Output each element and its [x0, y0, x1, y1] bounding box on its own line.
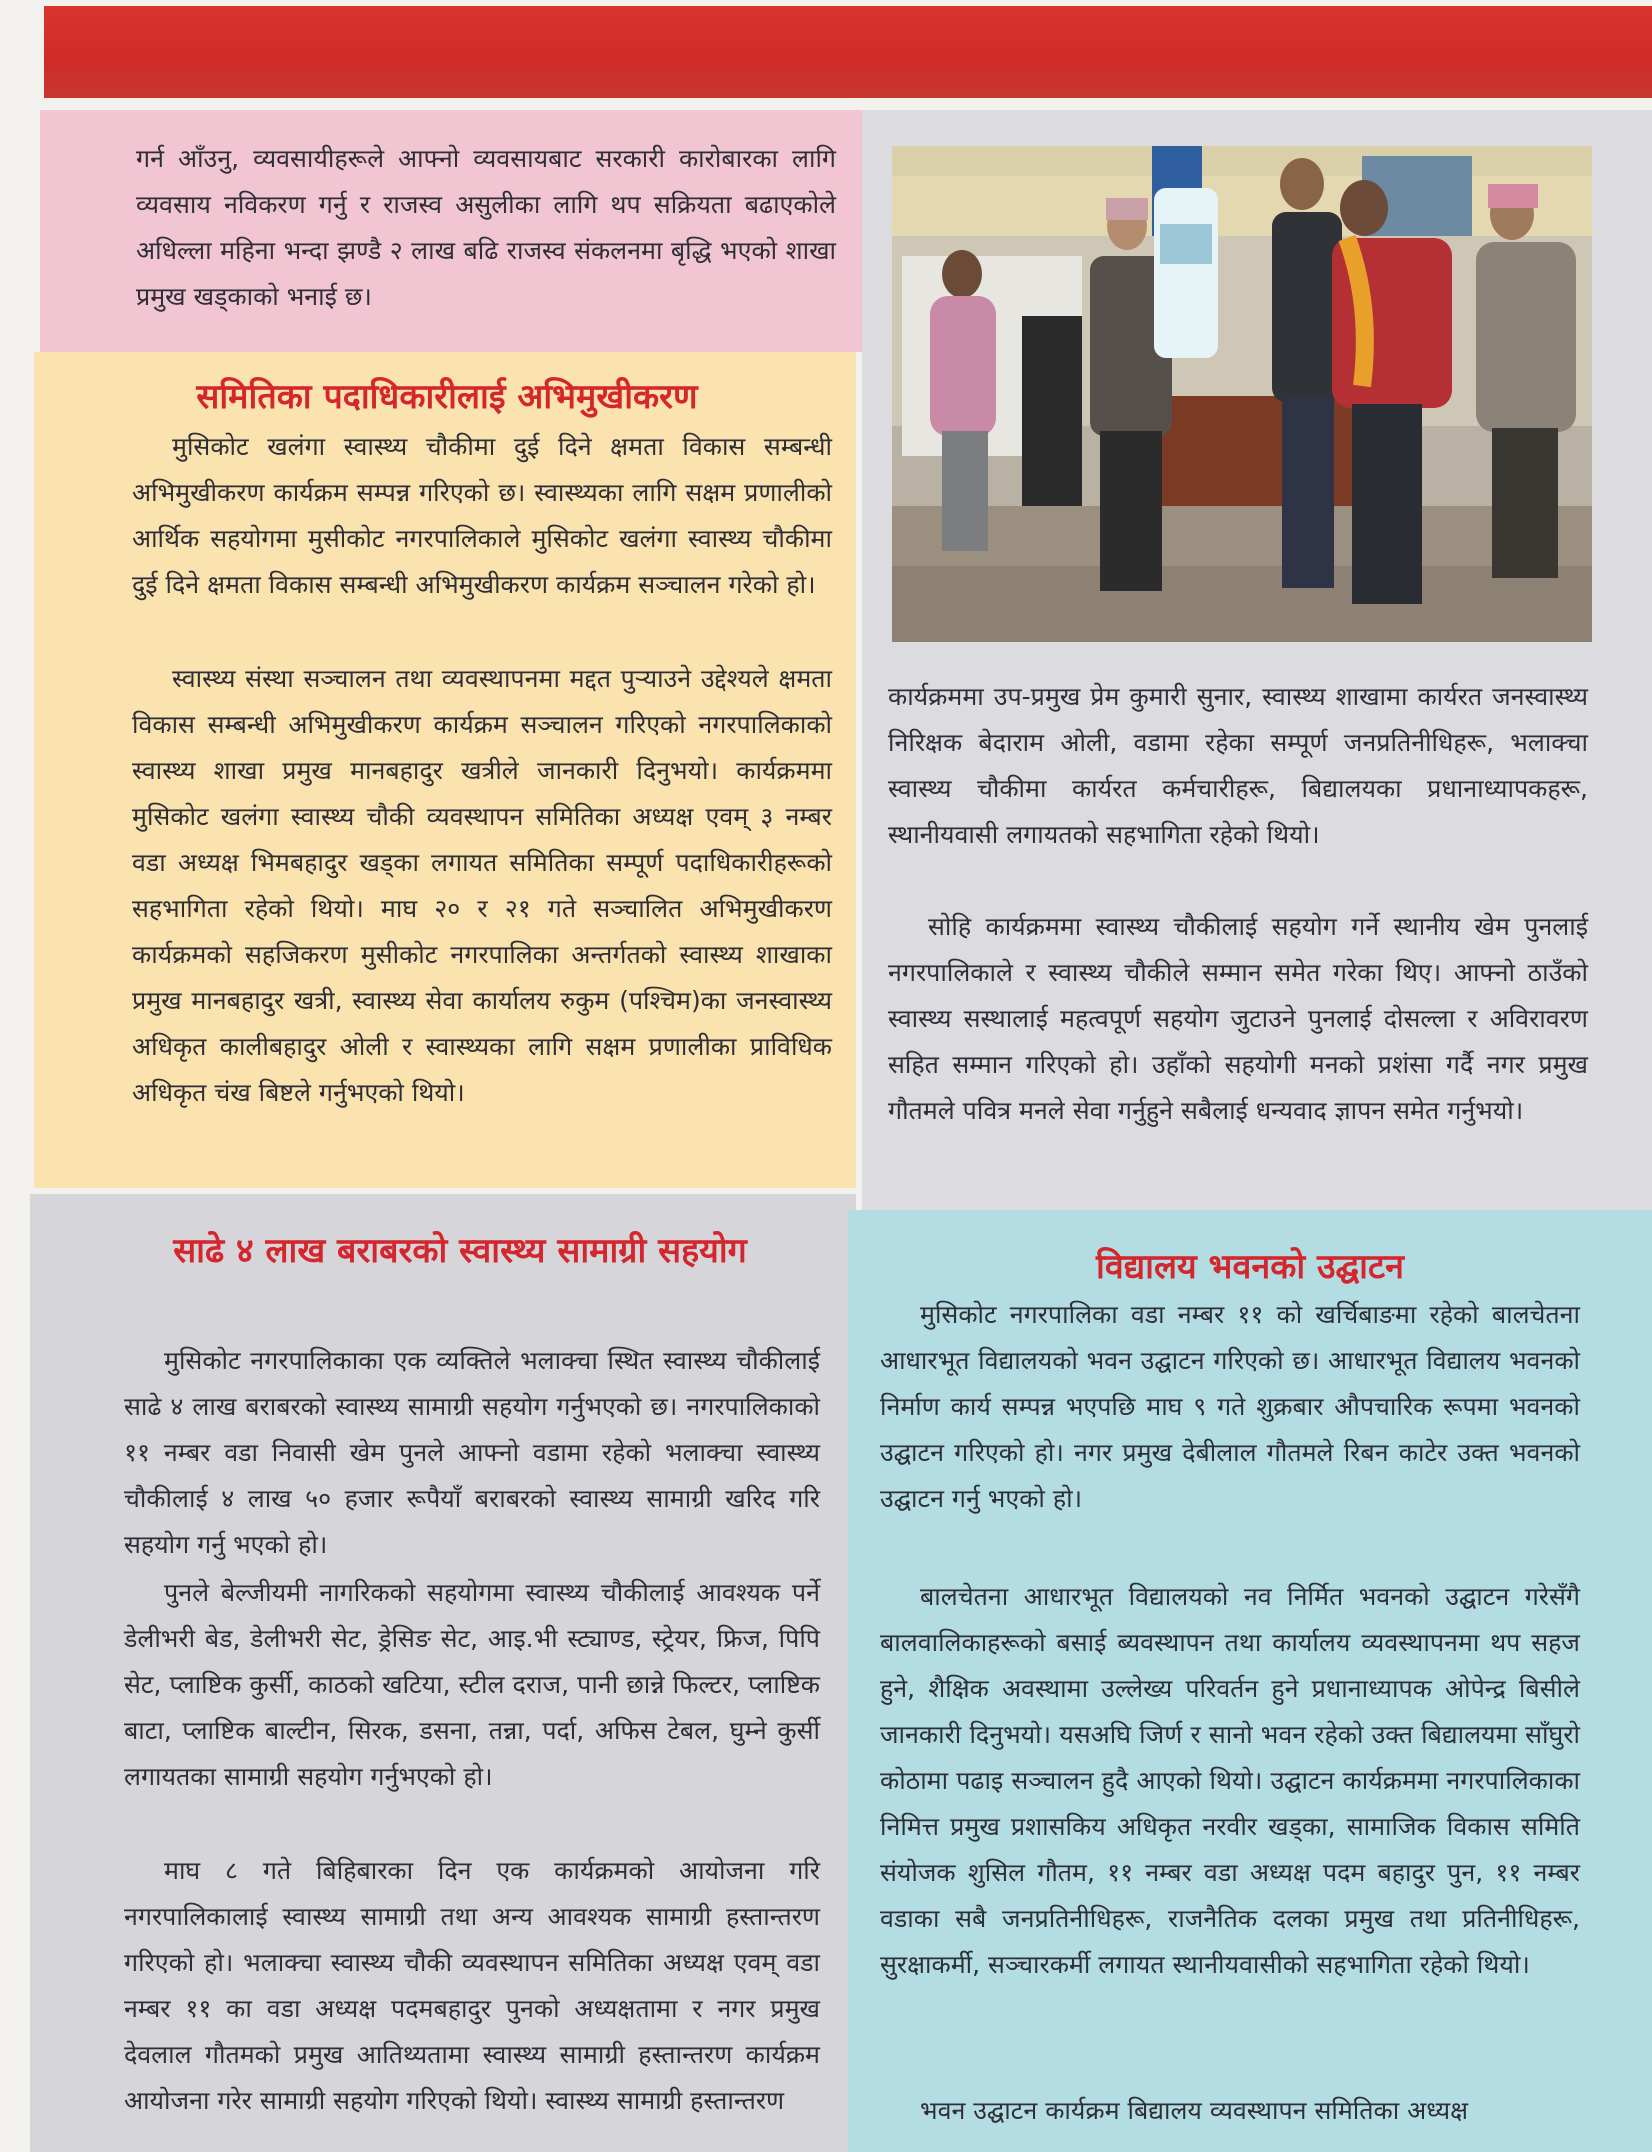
school-paragraph-2: बालचेतना आधारभूत विद्यालयको नव निर्मित भवनको उद्घाटन गरेसँगै बालवालिकाहरूको बसाई ब्यवस्थापन तथा कार्यालय व्यवस्थापनमा थप सहज हुने, शैक्षिक अवस्थामा उल्लेख्य परिवर्तन हुने प्रधानाध्यापक ओपेन्द्र बिसीले जानकारी दिनुभयो। यसअघि जिर्ण र सानो भवन रहेको उक्त बिद्यालयमा साँघुरो कोठामा पढाइ सञ्चालन हुदै आएको थियो। उद्घाटन कार्यक्रममा नगरपालिकाका निमित्त प्रमुख प्रशासकिय अधिकृत नरवीर खड्का, सामाजिक विकास समिति संयोजक शुसिल गौतम, ११ नम्बर वडा अध्यक्ष पदम बहादुर पुन, ११ नम्बर वडाका सबै जनप्रतिनीधिहरू, राजनैतिक दलका प्रमुख तथा प्रतिनीधिहरू, सुरक्षाकर्मी, सञ्चारकर्मी लगायत स्थानीयवासीको सहभागिता रहेको थियो।	[880, 1582, 1580, 1979]
school-paragraph-3: भवन उद्घाटन कार्यक्रम बिद्यालय व्यवस्थापन समितिका अध्यक्ष	[920, 2096, 1469, 2125]
orientation-title: समितिका पदाधिकारीलाई अभिमुखीकरण	[196, 377, 698, 417]
pink-block-text: गर्न आँउनु, व्यवसायीहरूले आफ्नो व्यवसायबाट सरकारी कारोबारका लागि व्यवसाय नविकरण गर्नु र राजस्व असुलीका लागि थप सक्रियता बढाएकोले अधिल्ला महिना भन्दा झण्डै २ लाख बढि राजस्व संकलनमा बृद्धि भएको शाखा प्रमुख खड्काको भनाई छ।	[136, 144, 836, 311]
orientation-paragraph-1: मुसिकोट खलंगा स्वास्थ्य चौकीमा दुई दिने क्षमता विकास सम्बन्धी अभिमुखीकरण कार्यक्रम सम्पन्न गरिएको छ। स्वास्थ्यका लागि सक्षम प्रणालीको आर्थिक सहयोगमा मुसीकोट नगरपालिकाले मुसिकोट खलंगा स्वास्थ्य चौकीमा दुई दिने क्षमता विकास सम्बन्धी अभिमुखीकरण कार्यक्रम सञ्चालन गरेको हो।	[132, 432, 832, 599]
event-photo	[892, 146, 1592, 642]
top-red-band	[44, 6, 1652, 98]
donation-paragraph-1: मुसिकोट नगरपालिकाका एक व्यक्तिले भलाक्चा स्थित स्वास्थ्य चौकीलाई साढे ४ लाख बराबरको स्वास्थ्य सामाग्री सहयोग गर्नुभएको छ। नगरपालिकाको ११ नम्बर वडा निवासी खेम पुनले आफ्नो वडामा रहेको भलाक्चा स्वास्थ्य चौकीलाई ४ लाख ५० हजार रूपैयाँ बराबरको स्वास्थ्य सामाग्री खरिद गरि सहयोग गर्नु भएको हो।	[124, 1346, 820, 1559]
donation-paragraph-2: पुनले बेल्जीयमी नागरिकको सहयोगमा स्वास्थ्य चौकीलाई आवश्यक पर्ने डेलीभरी बेड, डेलीभरी सेट, ड्रेसिङ सेट, आइ.भी स्ट्याण्ड, स्ट्रेयर, फ्रिज, पिपि सेट, प्लाष्टिक कुर्सी, काठको खटिया, स्टील दराज, पानी छान्ने फिल्टर, प्लाष्टिक बाटा, प्लाष्टिक बाल्टीन, सिरक, डसना, तन्ना, पर्दा, अफिस टेबल, घुम्ने कुर्सी लगायतका सामाग्री सहयोग गर्नुभएको हो।	[124, 1578, 820, 1791]
donation-title: साढे ४ लाख बराबरको स्वास्थ्य सामाग्री सहयोग	[173, 1231, 747, 1271]
donation-paragraph-3: माघ ८ गते बिहिबारका दिन एक कार्यक्रमको आयोजना गरि नगरपालिकालाई स्वास्थ्य सामाग्री तथा अन्य आवश्यक सामाग्री हस्तान्तरण गरिएको हो। भलाक्चा स्वास्थ्य चौकी व्यवस्थापन समितिका अध्यक्ष एवम् वडा नम्बर ११ का वडा अध्यक्ष पदमबहादुर पुनको अध्यक्षतामा र नगर प्रमुख देवलाल गौतमको प्रमुख आतिथ्यतामा स्वास्थ्य सामाग्री हस्तान्तरण कार्यक्रम आयोजना गरेर सामाग्री सहयोग गरिएको थियो। स्वास्थ्य सामाग्री हस्तान्तरण	[124, 1856, 820, 2115]
event-photo-illustration	[892, 146, 1592, 642]
school-title: विद्यालय भवनको उद्घाटन	[1096, 1247, 1404, 1287]
orientation-paragraph-2: स्वास्थ्य संस्था सञ्चालन तथा व्यवस्थापनमा मद्दत पुऱ्याउने उद्देश्यले क्षमता विकास सम्बन्धी अभिमुखीकरण कार्यक्रम सञ्चालन गरिएको नगरपालिकाको स्वास्थ्य शाखा प्रमुख मानबहादुर खत्रीले जानकारी दिनुभयो। कार्यक्रममा मुसिकोट खलंगा स्वास्थ्य चौकी व्यवस्थापन समितिका अध्यक्ष एवम् ३ नम्बर वडा अध्यक्ष भिमबहादुर खड्का लगायत समितिका सम्पूर्ण पदाधिकारीहरूको सहभागिता रहेको थियो। माघ २० र २१ गते सञ्चालित अभिमुखीकरण कार्यक्रमको सहजिकरण मुसीकोट नगरपालिका अन्तर्गतको स्वास्थ्य शाखाका प्रमुख मानबहादुर खत्री, स्वास्थ्य सेवा कार्यालय रुकुम (पश्चिम)का जनस्वास्थ्य अधिकृत कालीबहादुर ओली र स्वास्थ्यका लागि सक्षम प्रणालीका प्राविधिक अधिकृत चंख बिष्टले गर्नुभएको थियो।	[132, 664, 832, 1107]
school-paragraph-1: मुसिकोट नगरपालिका वडा नम्बर ११ को खर्चिबाङमा रहेको बालचेतना आधारभूत विद्यालयको भवन उद्घाटन गरिएको छ। आधारभूत विद्यालय भवनको निर्माण कार्य सम्पन्न भएपछि माघ ९ गते शुक्रबार औपचारिक रूपमा भवनको उद्घाटन गरिएको हो। नगर प्रमुख देबीलाल गौतमले रिबन काटेर उक्त भवनको उद्घाटन गर्नु भएको हो।	[880, 1300, 1580, 1513]
caption-paragraph-1: कार्यक्रममा उप-प्रमुख प्रेम कुमारी सुनार, स्वास्थ्य शाखामा कार्यरत जनस्वास्थ्य निरिक्षक बेदाराम ओली, वडामा रहेका सम्पूर्ण जनप्रतिनीधिहरू, भलाक्चा स्वास्थ्य चौकीमा कार्यरत कर्मचारीहरू, बिद्यालयका प्रधानाध्यापकहरू, स्थानीयवासी लगायतको सहभागिता रहेको थियो।	[888, 682, 1588, 849]
caption-paragraph-2: सोहि कार्यक्रममा स्वास्थ्य चौकीलाई सहयोग गर्ने स्थानीय खेम पुनलाई नगरपालिकाले र स्वास्थ्य चौकीले सम्मान समेत गरेका थिए। आफ्नो ठाउँको स्वास्थ्य सस्थालाई महत्वपूर्ण सहयोग जुटाउने पुनलाई दोसल्ला र अविरावरण सहित सम्मान गरिएको हो। उहाँको सहयोगी मनको प्रशंसा गर्दै नगर प्रमुख गौतमले पवित्र मनले सेवा गर्नुहुने सबैलाई धन्यवाद ज्ञापन समेत गर्नुभयो।	[888, 912, 1588, 1125]
